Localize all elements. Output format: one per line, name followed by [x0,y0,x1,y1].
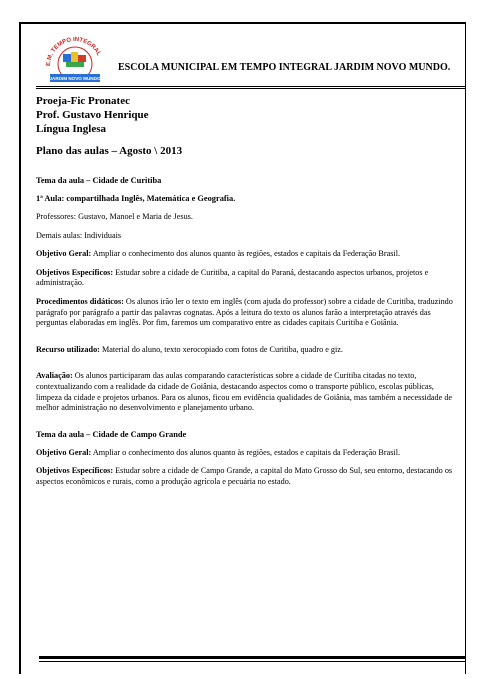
frame-bottom-border [39,656,466,659]
lesson1-theme: Tema da aula – Cidade de Curitiba [36,176,162,185]
general-objective-label: Objetivo Geral: [36,249,92,259]
procedures-label: Procedimentos didáticos: [36,296,124,306]
lesson1-evaluation [36,371,456,413]
logo-bottom-text: JARDIM NOVO MUNDO [49,76,101,81]
lesson2-theme: Tema da aula – Cidade de Campo Grande [36,429,187,439]
specific-objectives-text: Estudar sobre a cidade de Campo Grande, a capital do Mato Grosso do Sul, seu entorno, destacando os aspectos econômicos e rurais, como a produção agrícola e pecuária no estado. [36,466,453,486]
general-objective-text: Ampliar o conhecimento dos alunos quanto às regiões, estados e capitais da Federação Brasil. [91,249,401,259]
lesson1-other-classes: Demais aulas: Individuais [36,230,122,240]
frame-top-border [19,22,466,24]
specific-objectives-label: Objetivos Específicos: [36,466,114,476]
lesson1-procedures [36,297,456,329]
lesson1-teachers: Professores: Gustavo, Manoel e Maria de Jesus. [36,212,193,221]
teacher-name: Prof. Gustavo Henrique [36,109,149,121]
subject-name: Língua Inglesa [36,123,106,135]
evaluation-label: Avaliação: [36,371,73,381]
document-body [36,94,456,496]
header-rule [36,86,466,87]
evaluation-text: Os alunos participaram das aulas comparando características sobre a cidade de Curitiba citadas no texto, contextualizando com a realidade da cidade de Goiânia, destacando aspectos como o transporte público, escolas públicas, limpeza da cidade e projetos urbanos. Para os alunos, ficou em evidência qualidades de Goiânia, mas também a necessidade de melhor administração no desenvolvimento e planejamento urbano. [36,371,453,413]
frame-bottom-border-thin [39,661,466,662]
lesson1-first-class: 1ª Aula: compartilhada Inglês, Matemática e Geografia. [36,194,236,203]
school-logo [42,32,108,88]
resource-label: Recurso utilizado: [36,344,100,354]
specific-objectives-label: Objetivos Específicos: [36,267,114,277]
lesson1-general-objective [36,249,456,260]
frame-right-border [465,22,466,674]
plan-title: Plano das aulas – Agosto \ 2013 [36,145,183,157]
lesson2-general-objective [36,448,456,459]
frame-left-border [19,22,21,674]
lesson1-specific-objectives [36,268,456,289]
procedures-text: Os alunos irão ler o texto em inglês (com ajuda do professor) sobre a cidade de Curitiba, traduzindo parágrafo por parágrafo a partir das palavras cognatas. Após a leitura do texto os alunos farão a interpretação através das perguntas elaboradas em inglês. Por fim, faremos um comparativo entre as cidades capitais Curitiba e Goiânia. [36,296,453,328]
lesson1-resources [36,345,456,356]
specific-objectives-text: Estudar sobre a cidade de Curitiba, a capital do Paraná, destacando aspectos urbanos, projetos e administração. [36,267,429,288]
resource-text: Material do aluno, texto xerocopiado com fotos de Curitiba, quadro e giz. [99,344,343,354]
logo-arc-text: E.M. TEMPO INTEGRAL [45,36,102,67]
general-objective-label: Objetivo Geral: [36,447,92,457]
header-rule-thin [36,88,466,89]
school-name: ESCOLA MUNICIPAL EM TEMPO INTEGRAL JARDIM NOVO MUNDO. [118,62,451,73]
general-objective-text: Ampliar o conhecimento dos alunos quanto às regiões, estados e capitais da Federação Brasil. [91,447,401,457]
program-name: Proeja-Fic Pronatec [36,95,130,107]
lesson2-specific-objectives [36,466,456,487]
